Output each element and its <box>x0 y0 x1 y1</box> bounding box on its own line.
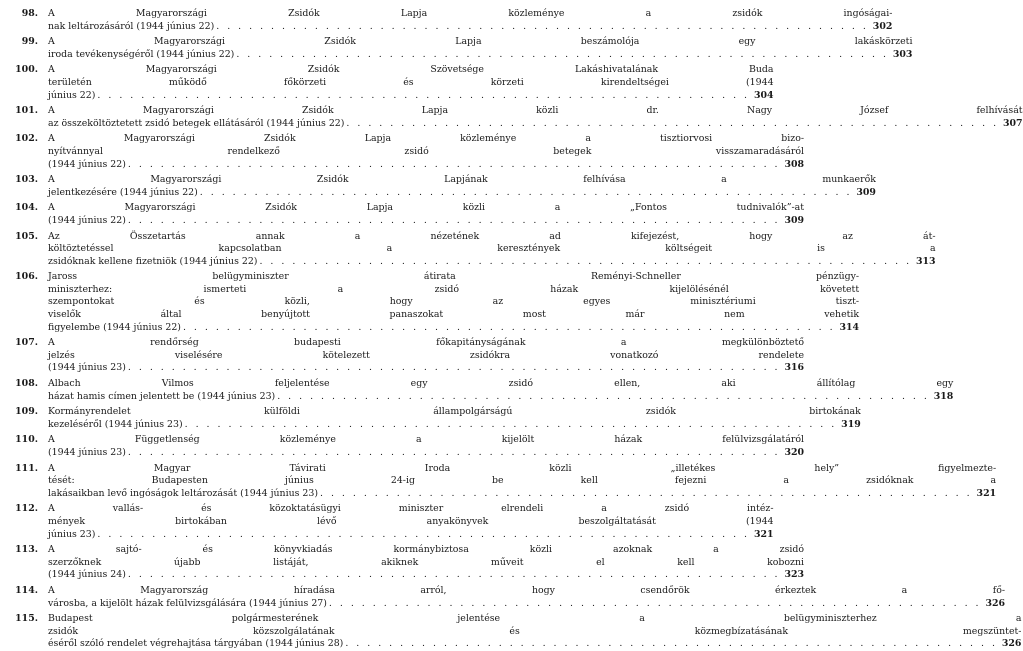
page-number: 303 <box>892 48 913 60</box>
entry-text <box>48 463 996 501</box>
entry-line: A Magyarországi Zsidók Lapja közleménye a tisztiorvosi bizo- <box>48 133 805 145</box>
entry-number: 111. <box>15 462 38 474</box>
dot-leader <box>320 488 972 501</box>
entry-line: költöztetéssel kapcsolatban a keresztények költségeit is a <box>48 243 936 255</box>
entry-line-text: (1944 június 22) <box>48 214 126 226</box>
entry-text <box>48 585 1005 610</box>
entry-line-text: június 23) <box>48 528 96 540</box>
entry-text <box>48 406 861 431</box>
entry-line-text: jelentkezésére (1944 június 22) <box>48 186 198 198</box>
toc-entry <box>3 462 997 501</box>
toc-entry <box>3 64 774 102</box>
entry-line <box>48 391 953 404</box>
entry-text <box>48 133 804 171</box>
entry-number: 105. <box>15 230 38 242</box>
entry-line: A Magyarország híradása arról, hogy csendőrök érkeztek a fő- <box>48 584 1006 596</box>
toc-entry <box>3 544 805 582</box>
page-number: 320 <box>784 447 805 458</box>
entry-number: 102. <box>15 133 38 145</box>
toc-entry <box>3 406 861 431</box>
toc-entry <box>3 8 893 33</box>
dot-leader <box>128 362 780 375</box>
dot-leader <box>183 322 835 335</box>
page-number: 321 <box>753 528 774 540</box>
entry-line: szerzőknek újabb listáját, akiknek műveit el kell kobozni <box>48 556 805 568</box>
entry-line: mények birtokában lévő anyakönyvek beszolgáltatását (1944 <box>48 515 774 527</box>
dot-leader <box>128 569 780 582</box>
entry-number: 113. <box>15 544 38 556</box>
entry-text <box>48 337 804 375</box>
entry-text <box>48 271 859 334</box>
entry-line: tését: Budapesten június 24-ig be kell fejezni a zsidóknak a <box>48 475 997 487</box>
dot-leader <box>128 159 780 172</box>
entry-text <box>48 8 892 33</box>
entry-line: Albach Vilmos feljelentése egy zsidó ellen, aki állítólag egy <box>48 378 954 390</box>
dot-leader <box>329 598 981 611</box>
entry-line <box>48 159 804 172</box>
entry-number: 106. <box>15 271 38 283</box>
entry-line-text: (1944 június 23) <box>48 447 126 458</box>
entry-line <box>48 569 804 582</box>
entry-line-text: figyelembe (1944 június 22) <box>48 321 181 333</box>
toc-entry <box>3 434 805 459</box>
entry-text <box>48 544 804 582</box>
entry-line-text: városba, a kijelölt házak felülvizsgálására (1944 június 27) <box>48 597 327 609</box>
dot-leader <box>346 118 998 131</box>
page-number: 321 <box>976 487 997 499</box>
entry-number: 110. <box>15 434 38 446</box>
entry-line: Jaross belügyminiszter átirata Reményi-Schneller pénzügy- <box>48 271 860 283</box>
dot-leader <box>185 419 837 432</box>
entry-text <box>48 64 774 102</box>
entry-line <box>48 598 1005 611</box>
entry-line <box>48 187 876 200</box>
toc-entry <box>3 133 805 171</box>
entry-line <box>48 256 936 269</box>
entry-line: zsidók közszolgálatának és közmegbízatásának megszüntet- <box>48 625 1022 637</box>
entry-line-text: házat hamis címen jelentett be (1944 június 23) <box>48 390 276 402</box>
dot-leader <box>97 90 749 103</box>
entry-line <box>48 419 861 432</box>
page-number: 307 <box>1002 117 1023 129</box>
entry-number: 98. <box>21 8 38 19</box>
entry-number: 112. <box>15 503 38 515</box>
entry-line: jelzés viselésére kötelezett zsidókra vonatkozó rendelete <box>48 349 805 361</box>
entry-line <box>48 90 774 103</box>
dot-leader <box>277 391 929 404</box>
entry-line: Budapest polgármesterének jelentése a belügyminiszterhez a <box>48 613 1022 625</box>
entry-line: nyítvánnyal rendelkező zsidó betegek visszamaradásáról <box>48 145 805 157</box>
entry-line: A Magyar Távirati Iroda közli „illetékes hely” figyelmezte- <box>48 462 997 474</box>
toc-entry <box>3 271 860 334</box>
page-number: 316 <box>784 362 805 374</box>
entry-number: 100. <box>15 64 38 76</box>
page-number: 326 <box>985 597 1006 609</box>
entry-line <box>48 322 859 335</box>
entry-text <box>48 174 876 199</box>
entry-line: Kormányrendelet külföldi állampolgárságú zsidók birtokának <box>48 406 861 418</box>
page-number: 302 <box>872 20 893 32</box>
entry-line-text: (1944 június 24) <box>48 569 126 581</box>
dot-leader <box>236 49 888 62</box>
page-number: 318 <box>933 390 954 402</box>
dot-leader <box>200 187 852 200</box>
page-number: 314 <box>839 321 860 333</box>
entry-line: Az Összetartás annak a nézetének ad kifejezést, hogy az át- <box>48 230 936 242</box>
page-number: 309 <box>856 186 876 198</box>
entry-text <box>48 231 936 269</box>
page-number: 304 <box>753 89 774 101</box>
entry-line: viselők által benyújtott panaszokat most már nem vehetik <box>48 309 860 321</box>
toc-entry <box>3 503 774 541</box>
entry-line <box>48 488 996 501</box>
page-number: 319 <box>841 418 861 430</box>
entry-line-text: éséről szóló rendelet végrehajtása tárgyában (1944 június 28) <box>48 638 344 650</box>
entry-number: 109. <box>15 406 38 418</box>
dot-leader <box>97 529 749 542</box>
toc-entry <box>3 105 1023 130</box>
entry-line: A Magyarországi Zsidók Lapja közli a „Fontos tudnivalók”-at <box>48 202 805 214</box>
entry-line-text: kezeléséről (1944 június 23) <box>48 418 183 430</box>
dot-leader <box>216 21 868 34</box>
entry-line: A Magyarországi Zsidók Lapja közli dr. Nagy József felhívását <box>48 105 1023 117</box>
entry-number: 104. <box>15 202 38 214</box>
page-number: 326 <box>1001 638 1022 650</box>
entry-line: A Magyarországi Zsidók Lapja közleménye a zsidók ingóságai- <box>48 8 893 19</box>
entry-text <box>48 36 912 61</box>
page-number: 309 <box>784 214 805 226</box>
dot-leader <box>259 256 911 269</box>
entry-line: szempontokat és közli, hogy az egyes minisztériumi tiszt- <box>48 296 860 308</box>
entry-number: 101. <box>15 105 38 117</box>
entry-line: A rendőrség budapesti főkapitányságának a megkülönböztető <box>48 337 805 349</box>
entry-line <box>48 362 804 375</box>
entry-text <box>48 613 1021 651</box>
entry-line-text: iroda tevékenységéről (1944 június 22) <box>48 48 235 60</box>
entry-number: 114. <box>15 584 38 596</box>
toc-entry <box>3 202 805 227</box>
entry-line: A Magyarországi Zsidók Lapja beszámolója egy lakáskörzeti <box>48 36 913 48</box>
entry-line-text: június 22) <box>48 89 96 101</box>
entry-text <box>48 202 804 227</box>
entry-text <box>48 378 953 403</box>
entry-line: miniszterhez: ismerteti a zsidó házak kijelölésénél követett <box>48 283 860 295</box>
entry-line <box>48 118 1023 131</box>
entry-line <box>48 21 892 34</box>
entry-line <box>48 638 1021 651</box>
entry-line-text: lakásaikban levő ingóságok leltározását (1944 június 23) <box>48 487 318 499</box>
toc-entry <box>3 174 876 199</box>
page-number: 308 <box>784 158 805 170</box>
entry-line <box>48 215 804 228</box>
entry-line-text: (1944 június 23) <box>48 362 126 374</box>
entry-line: területén működő főkörzeti és körzeti kirendeltségei (1944 <box>48 76 774 88</box>
entry-number: 115. <box>15 613 38 625</box>
entry-line <box>48 49 912 62</box>
entry-line: A Függetlenség közleménye a kijelölt házak felülvizsgálatáról <box>48 434 805 446</box>
toc-entry <box>3 378 954 403</box>
entry-number: 103. <box>15 174 38 186</box>
entry-text <box>48 434 804 459</box>
toc-entry <box>3 613 1022 651</box>
entry-line: A sajtó- és könyvkiadás kormánybiztosa közli azoknak a zsidó <box>48 544 805 556</box>
toc-entry <box>3 36 913 61</box>
entry-line-text: (1944 június 22) <box>48 158 126 170</box>
page-number: 323 <box>784 569 805 581</box>
entry-line <box>48 529 774 542</box>
toc-entry <box>3 230 936 269</box>
entry-line-text: az összeköltöztetett zsidó betegek ellátásáról (1944 június 22) <box>48 117 345 129</box>
entry-text <box>48 105 1023 130</box>
entry-number: 99. <box>21 36 38 48</box>
toc-entry <box>3 584 1006 610</box>
toc-entry <box>3 337 805 375</box>
entry-line: A Magyarországi Zsidók Lapjának felhívása a munkaerők <box>48 174 876 186</box>
entry-line: A vallás- és közoktatásügyi miniszter elrendeli a zsidó intéz- <box>48 503 774 515</box>
entry-number: 107. <box>15 337 38 349</box>
entry-line-text: zsidóknak kellene fizetniök (1944 június 22) <box>48 255 258 267</box>
entry-line-text: nak leltározásáról (1944 június 22) <box>48 20 215 32</box>
dot-leader <box>128 215 780 228</box>
entry-text <box>48 503 774 541</box>
dot-leader <box>128 447 780 460</box>
dot-leader <box>345 638 997 651</box>
entry-line <box>48 447 804 460</box>
entry-line: A Magyarországi Zsidók Szövetsége Lakáshivatalának Buda <box>48 64 774 76</box>
entry-number: 108. <box>15 378 38 390</box>
page-number: 313 <box>916 255 936 267</box>
